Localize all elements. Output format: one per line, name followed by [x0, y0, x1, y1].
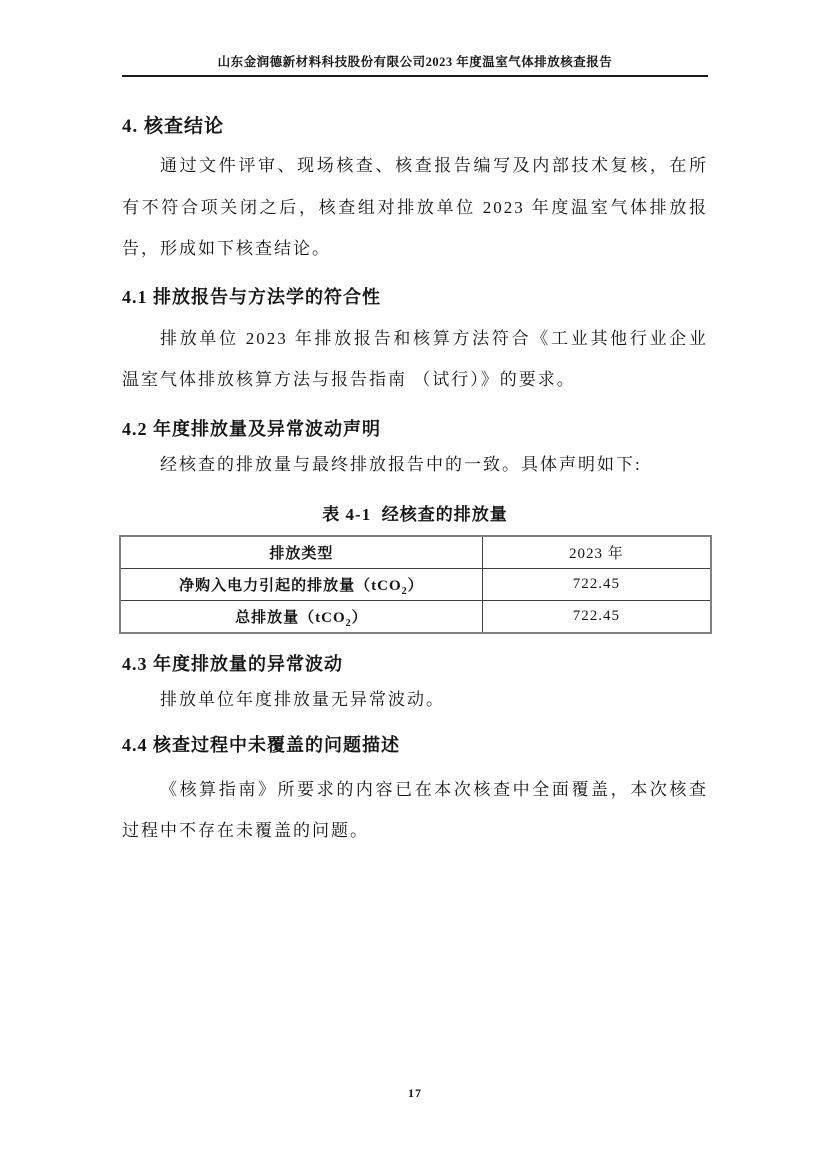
section-4-1-paragraph — [122, 318, 708, 401]
section-4-4-heading: 4.4 核查过程中未覆盖的问题描述 — [122, 734, 400, 755]
paragraph-line: 通过文件评审、现场核查、核查报告编写及内部技术复核，在所 — [160, 156, 708, 175]
paragraph-line: 排放单位年度排放量无异常波动。 — [160, 690, 445, 709]
paragraph-line: 《核算指南》所要求的内容已在本次核查中全面覆盖，本次核查 — [160, 779, 708, 799]
paragraph-line: 经核查的排放量与最终排放报告中的一致。具体声明如下: — [160, 454, 642, 474]
row-label-text: 总排放量（tCO — [235, 610, 346, 626]
section-4-3-paragraph — [122, 679, 708, 721]
section-4-3-heading: 4.3 年度排放量的异常波动 — [122, 654, 343, 674]
section-4-2-paragraph — [122, 444, 708, 486]
table-header-row — [120, 536, 711, 569]
section-4-4-paragraph — [122, 769, 708, 852]
section-4-1-heading: 4.1 排放报告与方法学的符合性 — [122, 286, 381, 307]
table-row — [120, 601, 711, 634]
subscript-2: 2 — [401, 586, 408, 597]
section-4-intro-paragraph — [122, 145, 708, 270]
paragraph-line: 排放单位 2023 年排放报告和核算方法符合《工业其他行业企业 — [160, 328, 708, 348]
paragraph-line: 过程中不存在未覆盖的问题。 — [122, 821, 369, 840]
table-4-1 — [119, 535, 712, 634]
subscript-2: 2 — [345, 618, 352, 629]
column-header-year: 2023 年 — [482, 536, 711, 569]
cell-total-emissions-value: 722.45 — [482, 601, 711, 634]
page-header — [122, 52, 708, 77]
paragraph-line: 告，形成如下核查结论。 — [122, 239, 331, 258]
paragraph-line: 温室气体排放核算方法与报告指南 （试行）》的要求。 — [122, 370, 576, 389]
row-label-total-emissions — [120, 601, 482, 634]
page-number: 17 — [408, 1086, 422, 1100]
row-label-close: ） — [407, 578, 424, 594]
column-header-emission-type: 排放类型 — [120, 536, 482, 569]
row-label-text: 净购入电力引起的排放量（tCO — [179, 578, 402, 594]
document-content — [122, 105, 708, 852]
paragraph-line: 有不符合项关闭之后，核查组对排放单位 2023 年度温室气体排放报 — [122, 197, 708, 217]
table-row — [120, 569, 711, 601]
row-label-close: ） — [351, 610, 368, 626]
section-4-2-heading: 4.2 年度排放量及异常波动声明 — [122, 418, 381, 439]
cell-electricity-emissions-value: 722.45 — [482, 569, 711, 601]
row-label-electricity-emissions — [120, 569, 482, 601]
table-4-1-caption: 表 4-1 经核查的排放量 — [322, 505, 508, 524]
header-running-title: 山东金润德新材料科技股份有限公司2023 年度温室气体排放核查报告 — [217, 55, 613, 69]
section-4-heading: 4. 核查结论 — [122, 116, 225, 137]
